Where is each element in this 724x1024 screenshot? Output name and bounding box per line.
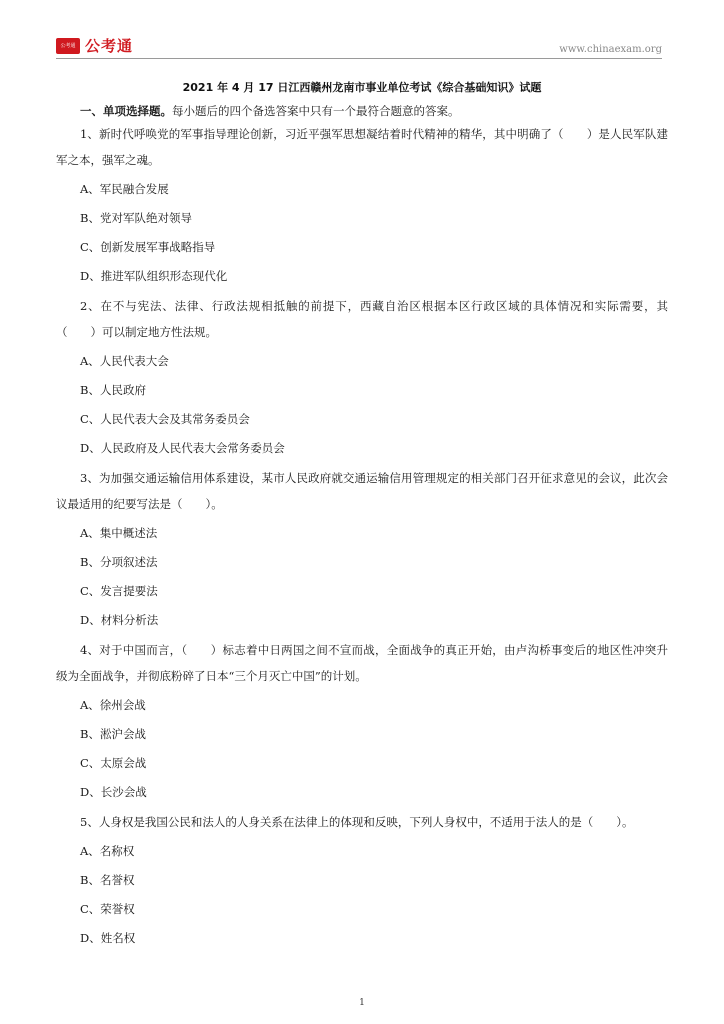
option-d: D、人民政府及人民代表大会常务委员会 bbox=[80, 441, 285, 455]
page-header bbox=[56, 32, 662, 60]
option-a: A、徐州会战 bbox=[80, 698, 146, 712]
question-text: 1、新时代呼唤党的军事指导理论创新，习近平强军思想凝结着时代精神的精华，其中明确了（ ）是人民军队建军之本，强军之魂。 bbox=[56, 127, 668, 167]
document-body bbox=[56, 101, 668, 951]
option-a: A、名称权 bbox=[80, 844, 135, 858]
header-divider bbox=[56, 58, 662, 59]
question-text: 2、在不与宪法、法律、行政法规相抵触的前提下，西藏自治区根据本区行政区域的具体情况和实际需要，其（ ）可以制定地方性法规。 bbox=[56, 299, 668, 339]
option-c: C、创新发展军事战略指导 bbox=[80, 240, 216, 254]
section-heading bbox=[56, 101, 668, 121]
option-b: B、淞沪会战 bbox=[80, 727, 146, 741]
section-instruction: 每小题后的四个备选答案中只有一个最符合题意的答案。 bbox=[172, 104, 460, 118]
option-b: B、名誉权 bbox=[80, 873, 135, 887]
question-3 bbox=[56, 461, 668, 633]
question-1 bbox=[56, 121, 668, 289]
question-4 bbox=[56, 633, 668, 805]
option-b: B、人民政府 bbox=[80, 383, 146, 397]
option-d: D、推进军队组织形态现代化 bbox=[80, 269, 228, 283]
option-b: B、党对军队绝对领导 bbox=[80, 211, 192, 225]
logo-badge: 公考通 bbox=[56, 38, 80, 54]
option-a: A、军民融合发展 bbox=[80, 182, 169, 196]
question-text: 4、对于中国而言，（ ）标志着中日两国之间不宣而战，全面战争的真正开始，由卢沟桥事变后的地区性冲突升级为全面战争，并彻底粉碎了日本“三个月灭亡中国”的计划。 bbox=[56, 643, 668, 683]
option-b: B、分项叙述法 bbox=[80, 555, 158, 569]
option-d: D、材料分析法 bbox=[80, 613, 159, 627]
option-c: C、太原会战 bbox=[80, 756, 147, 770]
option-a: A、集中概述法 bbox=[80, 526, 158, 540]
logo-text: 公考通 bbox=[85, 37, 134, 55]
option-c: C、荣誉权 bbox=[80, 902, 135, 916]
page-number: 1 bbox=[359, 998, 365, 1008]
question-text: 3、为加强交通运输信用体系建设，某市人民政府就交通运输信用管理规定的相关部门召开征求意见的会议，此次会议最适用的纪要写法是（ ）。 bbox=[56, 471, 668, 511]
site-url: www.chinaexam.org bbox=[559, 44, 662, 55]
section-title: 一、单项选择题。 bbox=[80, 104, 172, 118]
option-c: C、人民代表大会及其常务委员会 bbox=[80, 412, 250, 426]
question-text: 5、人身权是我国公民和法人的人身关系在法律上的体现和反映，下列人身权中，不适用于法人的是（ ）。 bbox=[80, 815, 634, 829]
option-d: D、长沙会战 bbox=[80, 785, 147, 799]
question-2 bbox=[56, 289, 668, 461]
option-c: C、发言提要法 bbox=[80, 584, 158, 598]
option-a: A、人民代表大会 bbox=[80, 354, 169, 368]
question-5 bbox=[56, 805, 668, 951]
option-d: D、姓名权 bbox=[80, 931, 136, 945]
brand-logo bbox=[56, 35, 133, 56]
document-title: 2021 年 4 月 17 日江西赣州龙南市事业单位考试《综合基础知识》试题 bbox=[182, 81, 542, 94]
